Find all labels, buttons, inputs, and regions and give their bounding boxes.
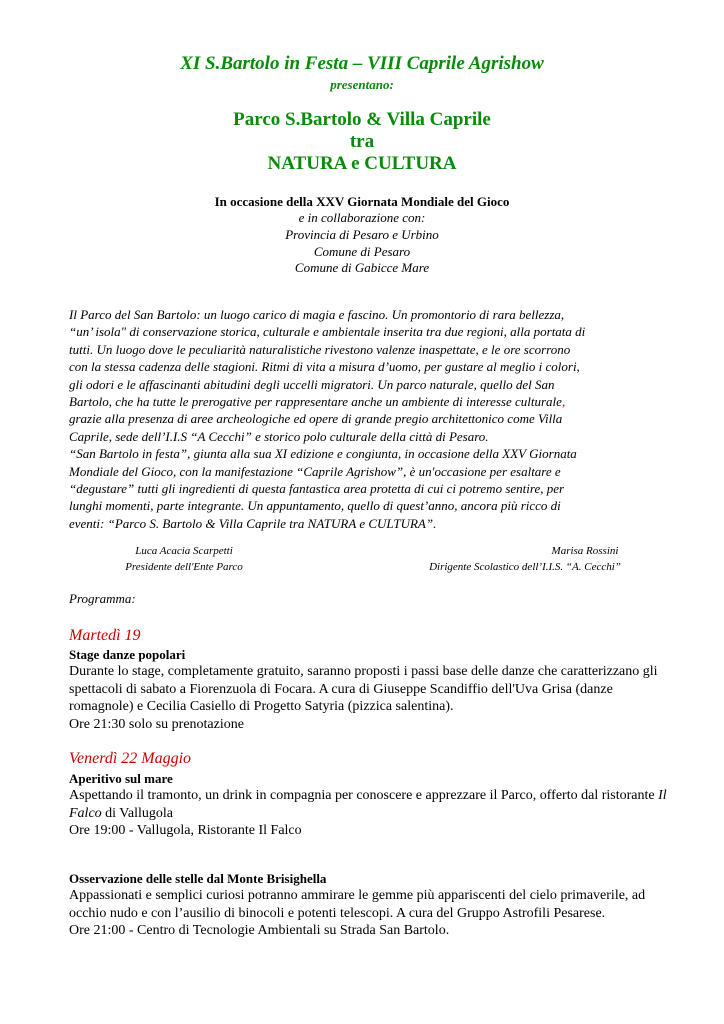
event-time: Ore 19:00 - Vallugola, Ristorante Il Falco: [69, 823, 302, 839]
main-title-line3: NATURA e CULTURA: [267, 153, 457, 174]
collab-intro: e in collaborazione con:: [298, 210, 426, 225]
day-heading: Martedì 19: [69, 627, 141, 644]
main-title-line2: tra: [349, 131, 375, 152]
event-time: Ore 21:00 - Centro di Tecnologie Ambientali su Strada San Bartolo.: [69, 923, 450, 939]
presentano-label: presentano:: [330, 77, 394, 92]
main-title: [0, 109, 724, 175]
event-title: XI S.Bartolo in Festa – VIII Caprile Agrishow: [180, 53, 544, 74]
day-heading: Venerdì 22 Maggio: [69, 750, 192, 767]
intro-red-comma: ,: [561, 394, 566, 410]
event-body-stelle: [69, 887, 669, 940]
restaurant-name: Il Falco: [69, 788, 667, 821]
partner-item: Provincia di Pesaro e Urbino: [285, 226, 439, 242]
event-description: Appassionati e semplici curiosi potranno ammirare le gemme più appariscenti del cielo primaverile, ad occhio nudo e con l’ausilio di binocoli e potenti telescopi. A cura del Gruppo Astrofili Pesarese.: [69, 888, 646, 921]
event-title-stelle: Osservazione delle stelle dal Monte Brisighella: [69, 871, 327, 886]
signature-role: Dirigente Scolastico dell’I.I.S. “A. Cecchi”: [429, 561, 621, 573]
occasion-line: In occasione della XXV Giornata Mondiale del Gioco: [214, 194, 510, 209]
partner-item: Comune di Gabicce Mare: [294, 260, 430, 276]
event-time: Ore 21:30 solo su prenotazione: [69, 716, 244, 732]
signature-left: [69, 543, 299, 575]
signature-role: Presidente dell'Ente Parco: [125, 561, 243, 573]
event-title-aperitivo: Aperitivo sul mare: [69, 771, 173, 786]
event-body-stage: [69, 663, 669, 733]
intro-text: [69, 306, 665, 532]
main-title-line1: Parco S.Bartolo & Villa Caprile: [233, 109, 491, 130]
intro-paragraph-1a: Il Parco del San Bartolo: un luogo carico di magia e fascino. Un promontorio di rara bellezza, “un’ isola" di conservazione storica, culturale e ambientale inserita tra due regioni, alla portata di tutti. Un luogo dove le peculiarità naturalistiche rivestono valenze inaspettate, e le ore scorrono con la stessa cadenza delle stagioni. Ritmi di vita a misura d’uomo, per gustare al meglio i colori, gli odori e le affascinanti abitudini degli uccelli migratori. Un parco naturale, quello del San Bartolo, che ha tutte le prerogative per rappresentare anche un ambiente di interesse culturale: [69, 307, 586, 410]
signature-right: [370, 543, 680, 575]
partner-item: Comune di Pesaro: [313, 243, 411, 259]
signature-name: Marisa Rossini: [551, 545, 619, 557]
intro-paragraph-2: “San Bartolo in festa”, giunta alla sua XI edizione e congiunta, in occasione della XXV Giornata Mondiale del Gioco, con la manifestazione “Caprile Agrishow”, è un'occasione per esaltare e “degustare” tutti gli ingredienti di questa fantastica area protetta di cui ci potremo sentire, per lunghi momenti, parte integrante. Un appuntamento, quello di quest’anno, ancora più ricco di eventi: “Parco S. Bartolo & Villa Caprile tra NATURA e CULTURA”.: [69, 446, 577, 531]
programma-label: Programma:: [69, 591, 136, 606]
event-title-stage: Stage danze popolari: [69, 647, 186, 662]
event-description-text: di Vallugola: [101, 805, 173, 821]
event-body-aperitivo: [69, 787, 669, 840]
event-description: Durante lo stage, completamente gratuito, saranno proposti i passi base delle danze che caratterizzano gli spettacoli di sabato a Fiorenzuola di Focara. A cura di Giuseppe Scandiffio dell'Uva Grisa (danze romagnole) e Cecilia Casiello di Progetto Satyria (pizzica salentina).: [69, 664, 658, 715]
event-description-text: Aspettando il tramonto, un drink in compagnia per conoscere e apprezzare il Parco, offerto dal ristorante: [69, 788, 659, 803]
collaboration-block: [0, 210, 724, 277]
signature-name: Luca Acacia Scarpetti: [135, 545, 233, 557]
intro-paragraph-1b: grazie alla presenza di aree archeologiche ed opere di grande pregio architettonico come Villa Caprile, sede dell’I.I.S “A Cecchi” e storico polo culturale della città di Pesaro.: [69, 411, 563, 444]
event-description: [69, 787, 669, 822]
